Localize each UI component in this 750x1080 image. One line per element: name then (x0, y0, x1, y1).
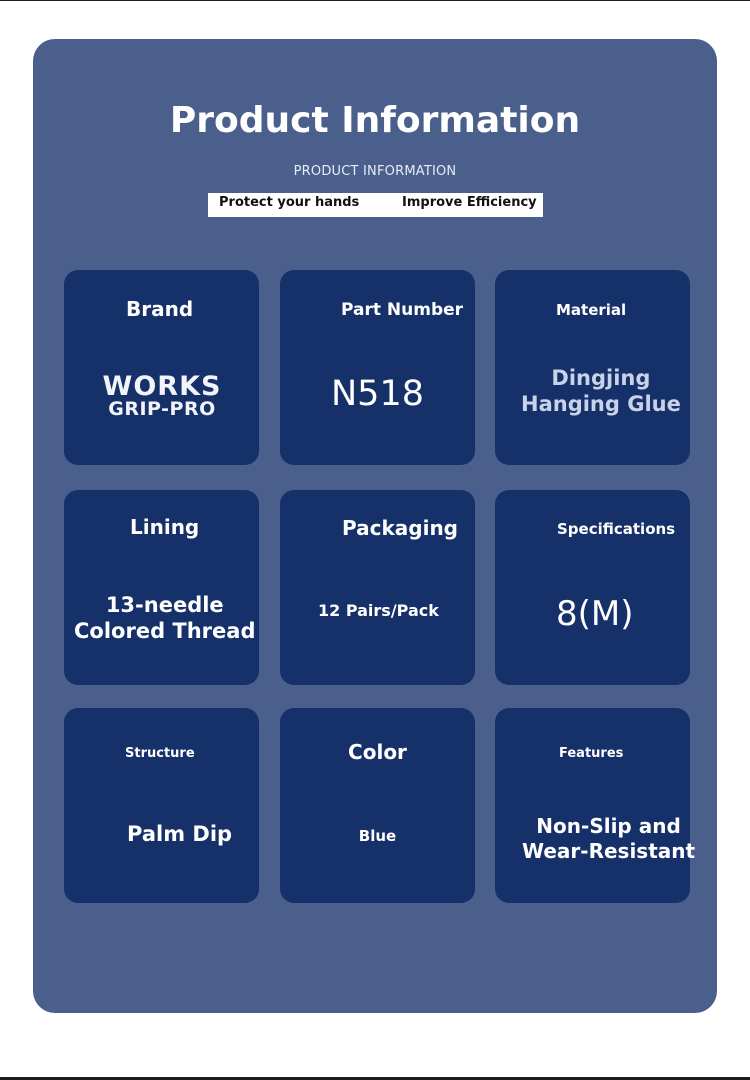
card-material (495, 270, 690, 465)
card-value: 12 Pairs/Pack (318, 601, 439, 620)
card-value: N518 (331, 374, 424, 414)
tagline-bar (208, 193, 543, 217)
card-label: Lining (130, 515, 200, 539)
page-title: Product Information (169, 100, 581, 141)
card-value-line1: Non-Slip and (536, 814, 681, 838)
card-label: Brand (126, 297, 194, 321)
card-features (495, 708, 696, 903)
card-value: Palm Dip (127, 822, 233, 846)
card-label: Material (556, 301, 627, 319)
top-border-line (0, 0, 750, 1)
card-packaging (280, 490, 475, 685)
card-value (74, 592, 255, 645)
brand-logo-line1: WORKS (102, 371, 222, 402)
card-label: Features (559, 746, 624, 761)
card-value-line1: 13-needle (105, 593, 224, 617)
card-label: Color (348, 740, 407, 764)
tagline-efficiency: Improve Efficiency (402, 195, 537, 210)
card-value-line2: Hanging Glue (521, 392, 681, 417)
card-value: Blue (358, 827, 397, 845)
card-part-number (280, 270, 475, 465)
card-value (522, 814, 695, 864)
card-label: Specifications (557, 520, 676, 538)
card-value-line2: Wear-Resistant (522, 839, 696, 863)
page-subtitle: PRODUCT INFORMATION (293, 164, 457, 179)
card-specifications (495, 490, 690, 685)
card-label: Structure (125, 746, 195, 761)
card-label: Packaging (342, 516, 458, 540)
card-value (521, 365, 681, 418)
card-color (280, 708, 475, 903)
card-structure (64, 708, 259, 903)
card-lining (64, 490, 259, 685)
card-label: Part Number (341, 300, 464, 320)
card-value-line2: Colored Thread (74, 619, 256, 644)
brand-logo-line2: GRIP-PRO (108, 397, 216, 420)
card-value: 8(M) (556, 594, 634, 634)
card-brand (64, 270, 259, 465)
tagline-protect: Protect your hands (219, 195, 360, 210)
card-value-line1: Dingjing (551, 366, 651, 390)
brand-logo (100, 371, 224, 420)
